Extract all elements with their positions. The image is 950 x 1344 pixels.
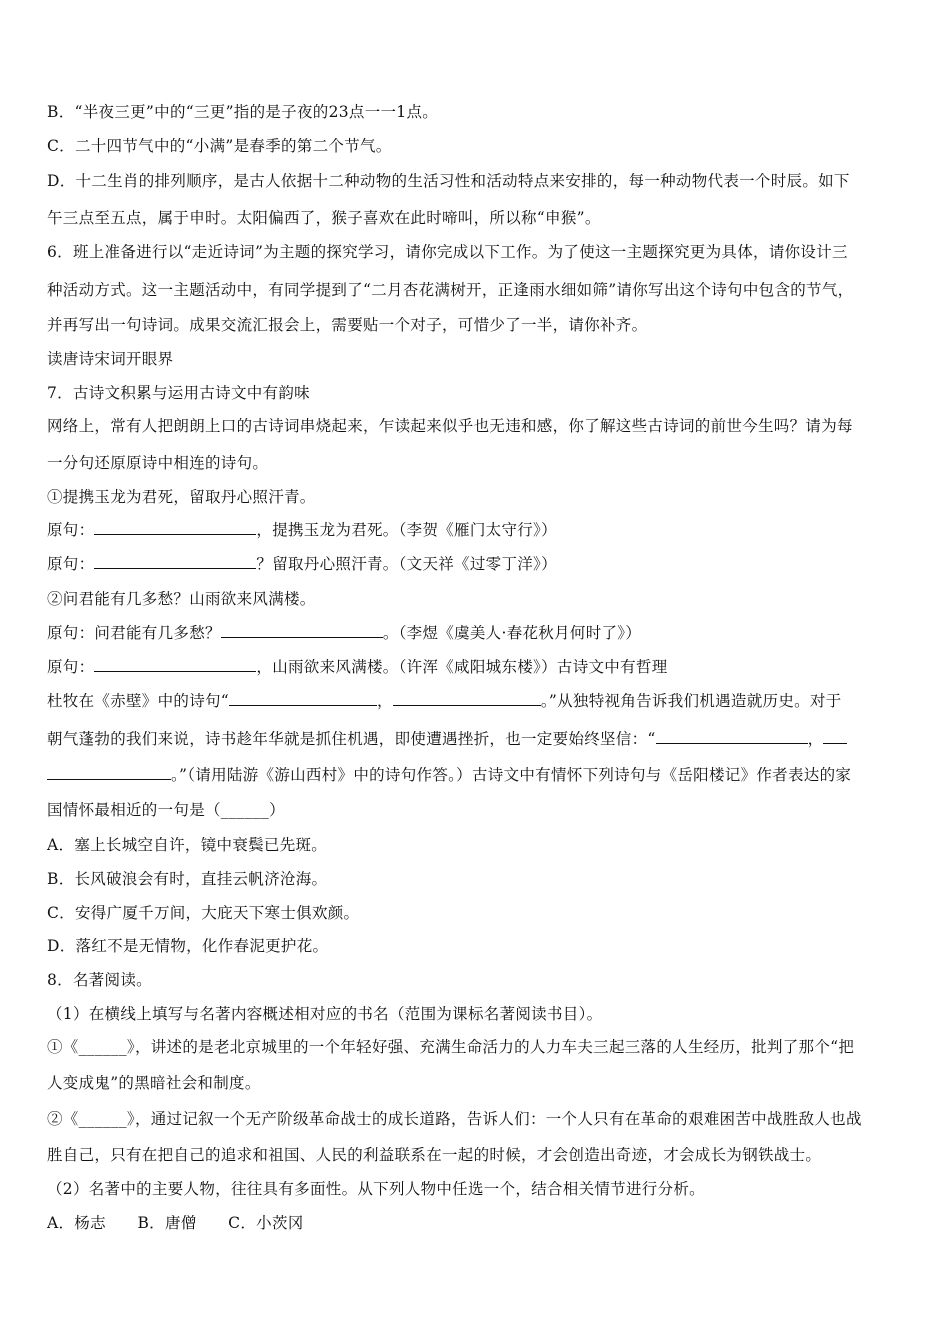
q7-title [47, 382, 310, 404]
answer-blank[interactable] [94, 554, 256, 569]
q6-text-1: 6．班上准备进行以“走近诗词”为主题的探究学习，请你完成以下工作。为了使这一主题探究更为具体，请你设计三 [47, 243, 848, 261]
q6-line1 [47, 241, 848, 263]
q6-line3 [47, 314, 647, 336]
answer-label: 原句： [47, 521, 95, 539]
section-heading-text: 读唐诗宋词开眼界 [47, 350, 174, 368]
q8-item1-line2 [47, 1072, 261, 1094]
q8-item2-line2 [47, 1144, 821, 1166]
q7-intro-text-2: 一分句还原原诗中相连的诗句。 [47, 454, 269, 472]
answer-label: 原句： [47, 658, 95, 676]
q8-item2-text-2: 胜自己，只有在把自己的追求和祖国、人民的利益联系在一起的时候，才会创造出奇迹，才会成长为钢铁战士。 [47, 1146, 822, 1164]
option-d-cont-text: 午三点至五点，属于申时。太阳偏西了，猴子喜欢在此时啼叫，所以称“申猴”。 [47, 209, 601, 227]
lu-you-line [47, 764, 851, 786]
choice-a[interactable] [47, 834, 327, 856]
answer-source: ，提携玉龙为君死。（李贺《雁门太守行》） [256, 521, 557, 539]
youth-comma: ， [807, 730, 824, 748]
answer-blank[interactable] [823, 729, 847, 744]
answer-source: 。（李煜《虞美人·春花秋月何时了》） [382, 624, 642, 642]
q8-part2-text: （2）名著中的主要人物，往往具有多面性。从下列人物中任选一个，结合相关情节进行分析。 [47, 1180, 705, 1198]
choice-prompt-text: 国情怀最相近的一句是（______） [47, 801, 285, 819]
q7-item-1 [47, 486, 316, 508]
q8-item2-line1 [47, 1108, 862, 1130]
q7-title-text: 7．古诗文积累与运用古诗文中有韵味 [47, 384, 310, 402]
answer-blank[interactable] [47, 765, 171, 780]
q8-part1 [47, 1003, 602, 1025]
q8-item2-text-1: ②《______》，通过记叙一个无产阶级革命战士的成长道路，告诉人们：一个人只有在革命的艰难困苦中战胜敌人也战 [47, 1110, 862, 1128]
q8-part2-options-text: A．杨志 B．唐僧 C．小茨冈 [47, 1214, 304, 1232]
option-c [47, 135, 392, 157]
q8-title [47, 969, 152, 991]
q7-item-1-text: ①提携玉龙为君死，留取丹心照汗青。 [47, 488, 316, 506]
section-heading [47, 348, 173, 370]
choice-c[interactable] [47, 902, 359, 924]
q8-item1-text-1: ①《______》，讲述的是老北京城里的一个年轻好强、充满生命活力的人力车夫三起三落的人生经历，批判了那个“把 [47, 1038, 855, 1056]
q8-part2-options [47, 1212, 304, 1234]
answer-blank[interactable] [656, 729, 808, 744]
answer-line-4 [47, 656, 668, 678]
q8-part2 [47, 1178, 705, 1200]
chibi-line [47, 690, 842, 712]
answer-label: 原句： [47, 555, 95, 573]
choice-b-text: B．长风破浪会有时，直挂云帆济沧海。 [47, 870, 328, 888]
q8-title-text: 8．名著阅读。 [47, 971, 152, 989]
q7-intro-text-1: 网络上，常有人把朗朗上口的古诗词串烧起来，乍读起来似乎也无违和感，你了解这些古诗词的前世今生吗？请为每 [47, 417, 853, 435]
option-c-text: C．二十四节气中的“小满”是春季的第二个节气。 [47, 137, 392, 155]
choice-c-text: C．安得广厦千万间，大庇天下寒士俱欢颜。 [47, 904, 360, 922]
answer-blank[interactable] [229, 691, 377, 706]
answer-source: ？留取丹心照汗青。（文天祥《过零丁洋》） [256, 555, 557, 573]
option-b-text: B．“半夜三更”中的“三更”指的是子夜的23点一一1点。 [47, 103, 439, 121]
answer-source: ，山雨欲来风满楼。（许浑《咸阳城东楼》）古诗文中有哲理 [256, 658, 668, 676]
lu-you-text: 。”（请用陆游《游山西村》中的诗句作答。）古诗文中有情怀下列诗句与《岳阳楼记》作者表达的家 [171, 766, 852, 784]
option-b [47, 101, 438, 123]
q6-text-3: 并再写出一句诗词。成果交流汇报会上，需要贴一个对子，可惜少了一半，请你补齐。 [47, 316, 648, 334]
chibi-text-c: 。”从独特视角告诉我们机遇造就历史。对于 [540, 692, 842, 710]
option-d-text: D．十二生肖的排列顺序，是古人依据十二种动物的生活习性和活动特点来安排的，每一种动物代表一个时辰。如下 [47, 172, 850, 190]
q7-item-2 [47, 588, 316, 610]
chibi-text-a: 杜牧在《赤壁》中的诗句“ [47, 692, 230, 710]
option-d-cont [47, 207, 601, 229]
choice-a-text: A．塞上长城空自许，镜中衰鬓已先斑。 [47, 836, 328, 854]
option-d [47, 170, 850, 192]
answer-label: 原句：问君能有几多愁？ [47, 624, 221, 642]
q7-intro-1 [47, 415, 853, 437]
choice-b[interactable] [47, 868, 327, 890]
q6-line2 [47, 279, 853, 301]
answer-blank[interactable] [221, 623, 383, 638]
answer-line-1 [47, 519, 557, 541]
choice-prompt [47, 799, 285, 821]
answer-line-3 [47, 622, 641, 644]
chibi-comma: ， [377, 692, 393, 710]
youth-text: 朝气蓬勃的我们来说，诗书趁年华就是抓住机遇，即使遭遇挫折，也一定要始终坚信：“ [47, 730, 656, 748]
q7-intro-2 [47, 452, 268, 474]
q8-item1-text-2: 人变成鬼”的黑暗社会和制度。 [47, 1074, 261, 1092]
q8-item1-line1 [47, 1036, 854, 1058]
answer-blank[interactable] [94, 520, 256, 535]
choice-d-text: D．落红不是无情物，化作春泥更护花。 [47, 937, 329, 955]
q8-part1-text: （1）在横线上填写与名著内容概述相对应的书名（范围为课标名著阅读书目）。 [47, 1005, 603, 1023]
q7-item-2-text: ②问君能有几多愁？山雨欲来风满楼。 [47, 590, 316, 608]
choice-d[interactable] [47, 935, 328, 957]
answer-blank[interactable] [94, 657, 256, 672]
answer-blank[interactable] [393, 691, 541, 706]
youth-line [47, 728, 847, 750]
answer-line-2 [47, 553, 557, 575]
q6-text-2: 种活动方式。这一主题活动中，有同学提到了“二月杏花满树开，正逢雨水细如筛”请你写出这个诗句中包含的节气， [47, 281, 854, 299]
